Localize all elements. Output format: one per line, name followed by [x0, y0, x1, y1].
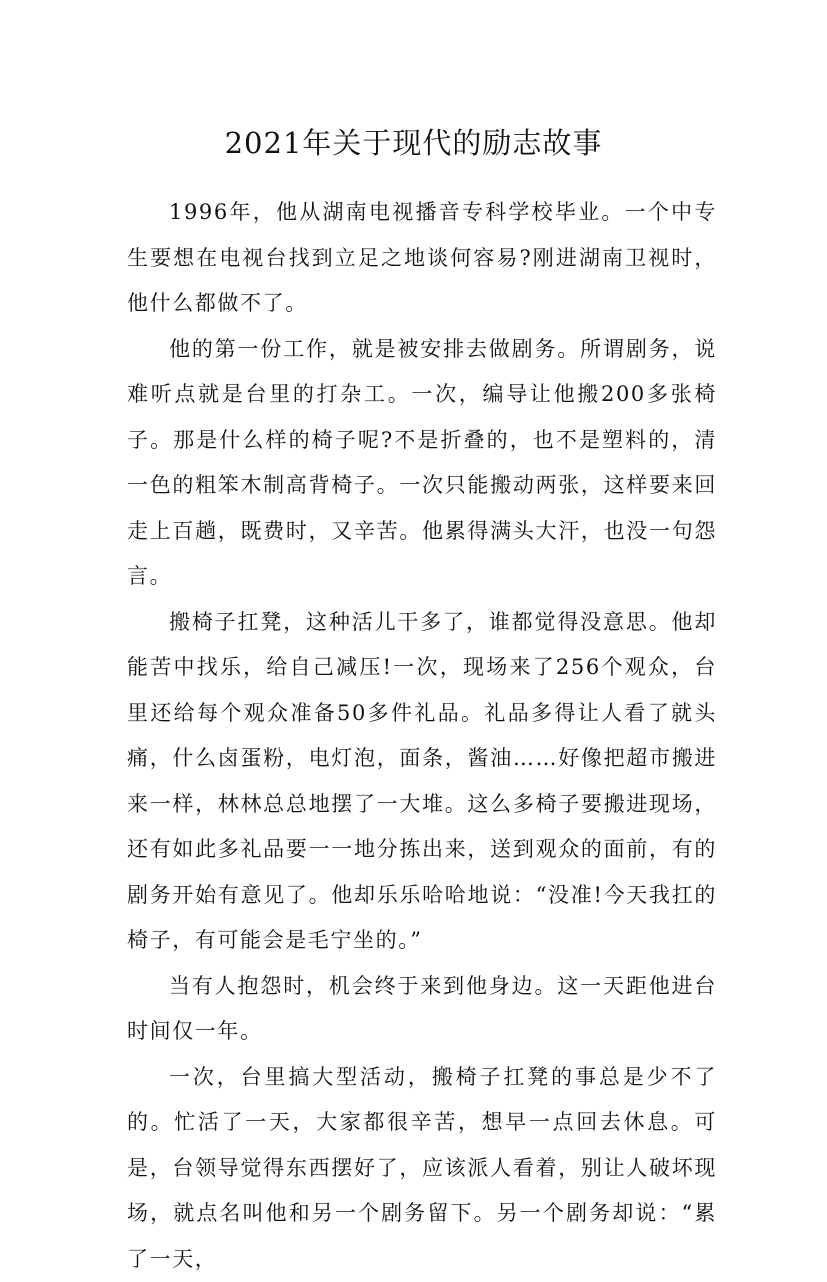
- paragraph: 他的第一份工作，就是被安排去做剧务。所谓剧务，说难听点就是台里的打杂工。一次，编导让他搬200多张椅子。那是什么样的椅子呢?不是折叠的，也不是塑料的，清一色的粗笨木制高背椅子。一次只能搬动两张，这样要来回走上百趟，既费时，又辛苦。他累得满头大汗，也没一句怨言。: [127, 327, 717, 600]
- document-title: 2021年关于现代的励志故事: [0, 123, 827, 163]
- paragraph: 一次，台里搞大型活动，搬椅子扛凳的事总是少不了的。忙活了一天，大家都很辛苦，想早一点回去休息。可是，台领导觉得东西摆好了，应该派人看着，别让人破坏现场，就点名叫他和另一个剧务留下。另一个剧务却说：“累了一天，: [127, 1055, 717, 1282]
- paragraph: 搬椅子扛凳，这种活儿干多了，谁都觉得没意思。他却能苦中找乐，给自己减压!一次，现场来了256个观众，台里还给每个观众准备50多件礼品。礼品多得让人看了就头痛，什么卤蛋粉，电灯泡，面条，酱油……好像把超市搬进来一样，林林总总地摆了一大堆。这么多椅子要搬进现场，还有如此多礼品要一一地分拣出来，送到观众的面前，有的剧务开始有意见了。他却乐乐哈哈地说：“没准!今天我扛的椅子，有可能会是毛宁坐的。”: [127, 600, 717, 964]
- paragraph: 当有人抱怨时，机会终于来到他身边。这一天距他进台时间仅一年。: [127, 964, 717, 1055]
- document-body: [127, 190, 717, 1282]
- paragraph: 1996年，他从湖南电视播音专科学校毕业。一个中专生要想在电视台找到立足之地谈何容易?刚进湖南卫视时，他什么都做不了。: [127, 190, 717, 327]
